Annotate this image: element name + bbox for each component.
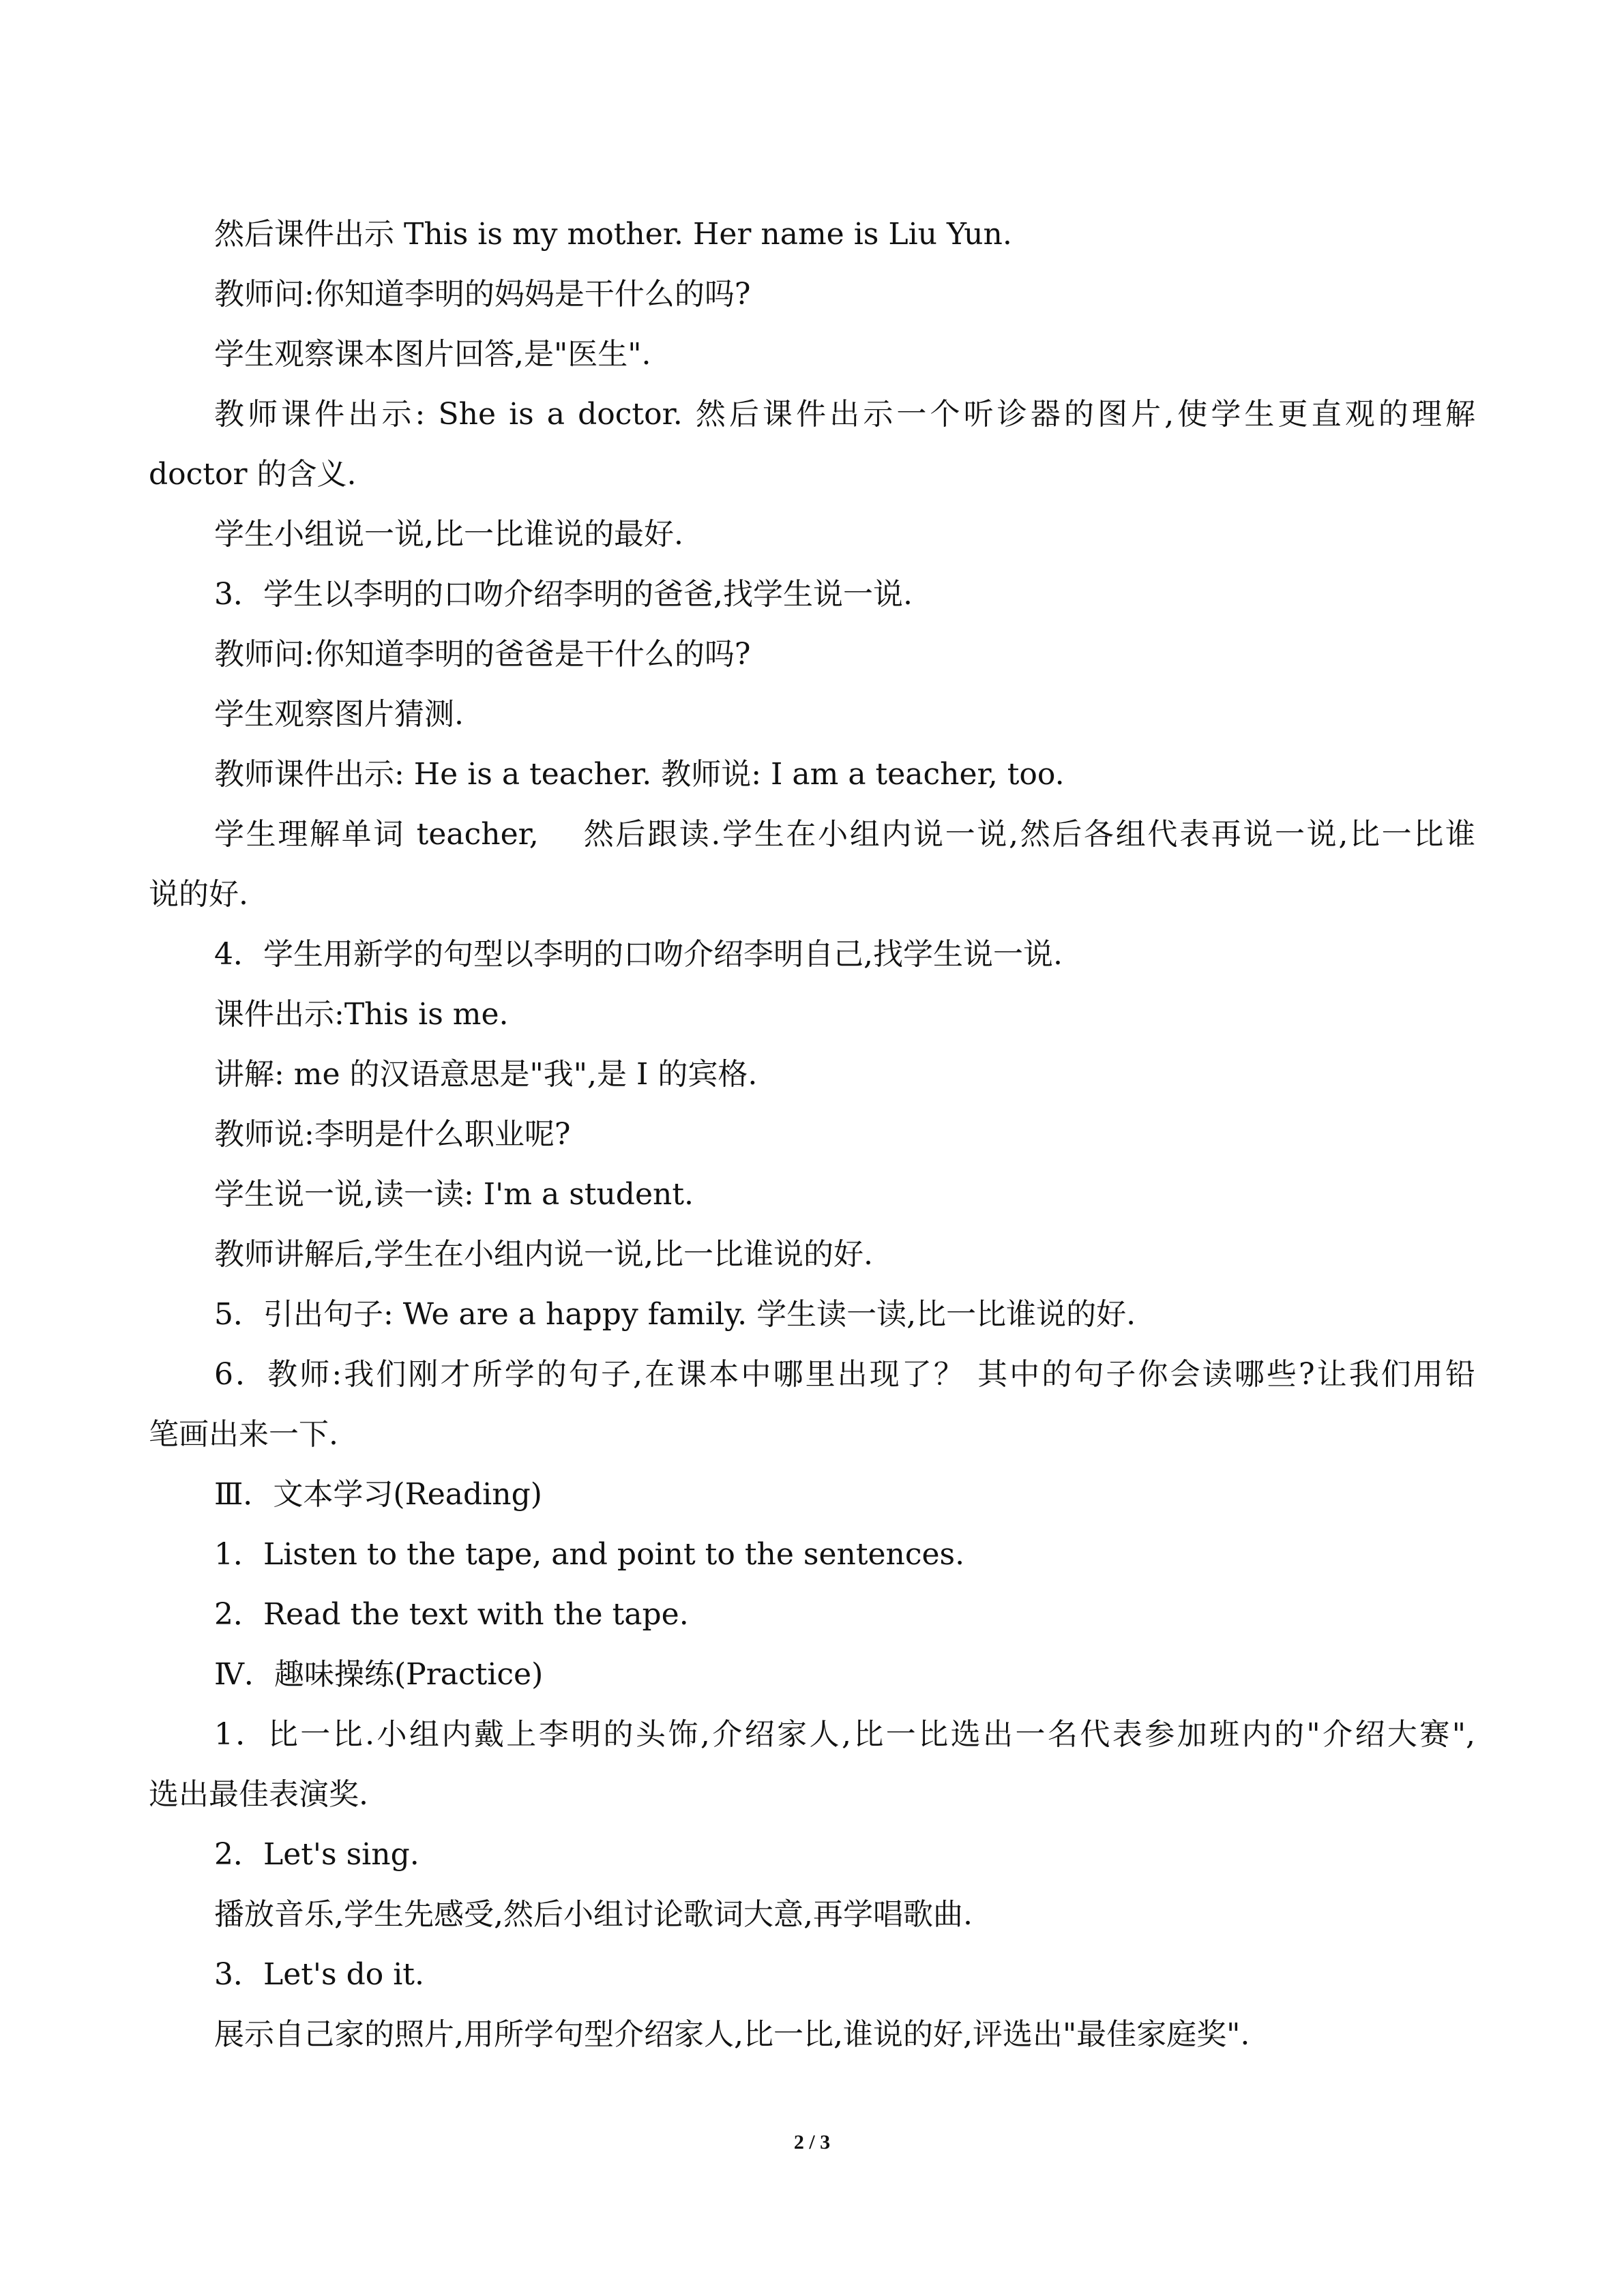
paragraph-line: 2．Read the text with the tape. bbox=[214, 1597, 689, 1632]
paragraph-line: doctor 的含义. bbox=[149, 457, 357, 492]
paragraph-line: 学生说一说,读一读: I'm a student. bbox=[214, 1177, 694, 1212]
paragraph-line: 1．比一比.小组内戴上李明的头饰,介绍家人,比一比选出一名代表参加班内的"介绍大赛", bbox=[214, 1717, 1475, 1752]
paragraph-line: 课件出示:This is me. bbox=[214, 997, 509, 1032]
section-heading: Ⅳ．趣味操练(Practice) bbox=[214, 1657, 544, 1692]
paragraph-line: 2．Let's sing. bbox=[214, 1837, 419, 1872]
paragraph-line: 说的好. bbox=[149, 877, 248, 912]
paragraph-line: 播放音乐,学生先感受,然后小组讨论歌词大意,再学唱歌曲. bbox=[214, 1897, 973, 1932]
paragraph-line: 教师课件出示: He is a teacher. 教师说: I am a teacher, too. bbox=[214, 757, 1065, 792]
paragraph-line: 5．引出句子: We are a happy family. 学生读一读,比一比谁说的好. bbox=[214, 1297, 1136, 1332]
page-number: 2 / 3 bbox=[793, 2131, 831, 2153]
paragraph-line: 展示自己家的照片,用所学句型介绍家人,比一比,谁说的好,评选出"最佳家庭奖". bbox=[214, 2017, 1250, 2052]
paragraph-line: 学生理解单词 teacher, 然后跟读.学生在小组内说一说,然后各组代表再说一说,比一比谁 bbox=[214, 817, 1475, 852]
paragraph-line: 教师说:李明是什么职业呢? bbox=[214, 1117, 571, 1152]
section-heading: Ⅲ．文本学习(Reading) bbox=[214, 1477, 542, 1512]
paragraph-line: 教师问:你知道李明的爸爸是干什么的吗? bbox=[214, 637, 751, 672]
paragraph-line: 选出最佳表演奖. bbox=[149, 1777, 368, 1812]
paragraph-line: 3．Let's do it. bbox=[214, 1957, 424, 1992]
paragraph-line: 4．学生用新学的句型以李明的口吻介绍李明自己,找学生说一说. bbox=[214, 937, 1063, 972]
paragraph-line: 6．教师:我们刚才所学的句子,在课本中哪里出现了？ 其中的句子你会读哪些?让我们用铅 bbox=[214, 1357, 1475, 1392]
paragraph-line: 学生观察图片猜测. bbox=[214, 697, 464, 732]
paragraph-line: 学生小组说一说,比一比谁说的最好. bbox=[214, 517, 683, 552]
paragraph-line: 学生观察课本图片回答,是"医生". bbox=[214, 337, 651, 372]
document-body bbox=[149, 205, 1475, 2065]
paragraph-line: 笔画出来一下. bbox=[149, 1417, 338, 1452]
paragraph-line: 教师课件出示: She is a doctor. 然后课件出示一个听诊器的图片,使学生更直观的理解 bbox=[214, 397, 1475, 432]
paragraph-line: 然后课件出示 This is my mother. Her name is Liu Yun. bbox=[214, 217, 1012, 252]
paragraph-line: 教师问:你知道李明的妈妈是干什么的吗? bbox=[214, 277, 751, 312]
paragraph-line: 讲解: me 的汉语意思是"我",是 I 的宾格. bbox=[214, 1057, 758, 1092]
paragraph-line: 1．Listen to the tape, and point to the sentences. bbox=[214, 1537, 965, 1572]
paragraph-line: 3．学生以李明的口吻介绍李明的爸爸,找学生说一说. bbox=[214, 577, 913, 612]
paragraph-line: 教师讲解后,学生在小组内说一说,比一比谁说的好. bbox=[214, 1237, 873, 1272]
